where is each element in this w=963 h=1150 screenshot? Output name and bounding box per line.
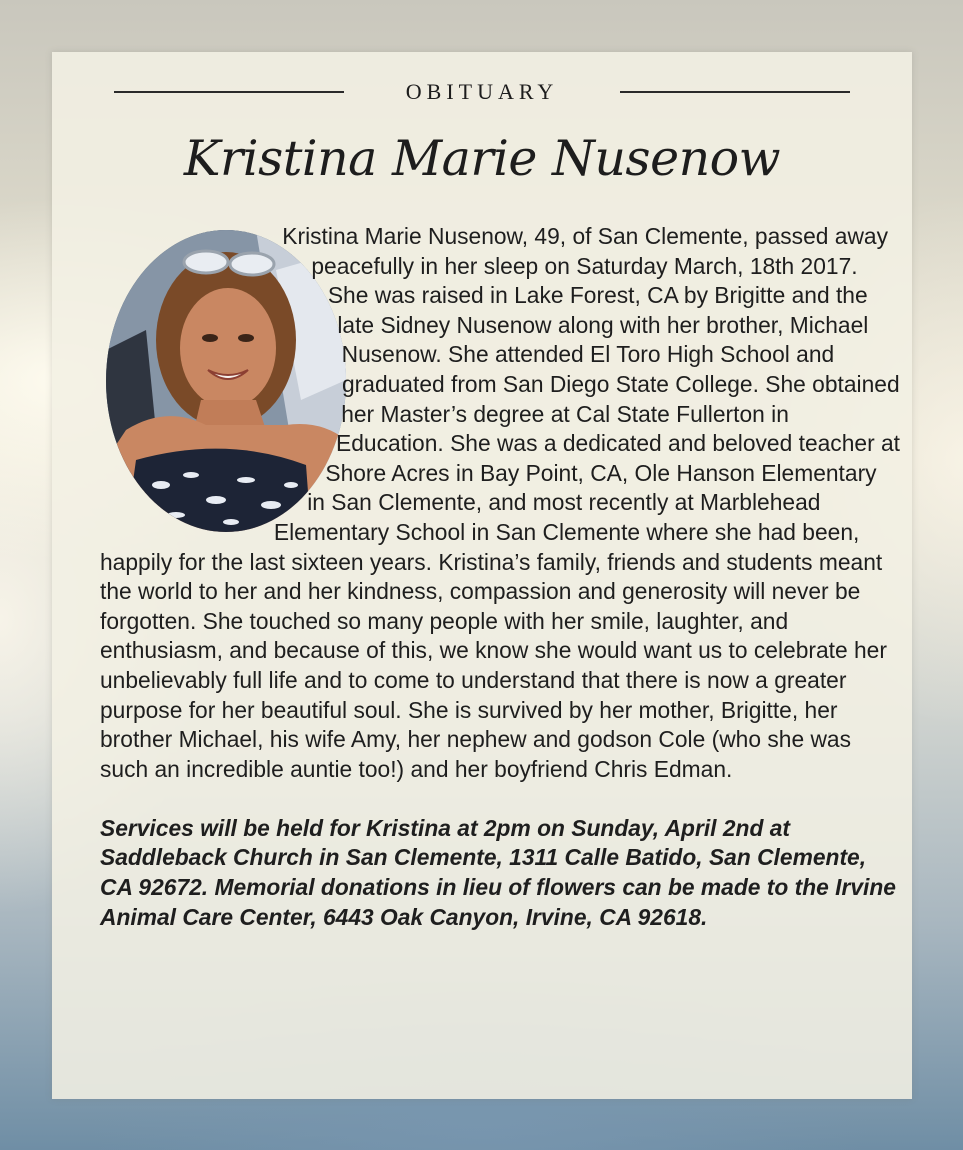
- services-paragraph: Services will be held for Kristina at 2pm on Sunday, April 2nd at Saddleback Church in San Clemente, 1311 Calle Batido, San Clemente, CA 92672. Memorial donations in lieu of flowers can be made to the Irvine Animal Care Center, 6443 Oak Canyon, Irvine, CA 92618.: [100, 814, 896, 930]
- kicker-label: OBITUARY: [405, 79, 559, 104]
- kicker-row: [114, 78, 850, 106]
- obituary-panel: [52, 52, 912, 1099]
- right-rule: [620, 91, 850, 93]
- left-rule: [114, 91, 344, 93]
- biography-paragraph: Kristina Marie Nusenow, 49, of San Clemente, passed away peacefully in her sleep on Saturday March, 18th 2017. She was raised in Lake Forest, CA by Brigitte and the late Sidney Nusenow along with her brother, Michael Nusenow. She attended El Toro High School and graduated from San Diego State College. She obtained her Master’s degree at Cal State Fullerton in Education. She was a dedicated and beloved teacher at Shore Acres in Bay Point, CA, Ole Hanson Elementary in San Clemente, and most recently at Marblehead Elementary School in San Clemente where she had been, happily for the last sixteen years. Kristina’s family, friends and students meant the world to her and her kindness, compassion and generosity will never be forgotten. She touched so many people with her smile, laughter, and enthusiasm, and because of this, we know she would want us to celebrate her unbelievably full life and to come to understand that there is now a greater purpose for her beautiful soul. She is survived by her mother, Brigitte, her brother Michael, his wife Amy, her nephew and godson Cole (who she was such an incredible auntie too!) and her boyfriend Chris Edman.: [100, 223, 901, 782]
- obituary-body: [100, 222, 900, 932]
- deceased-name: Kristina Marie Nusenow: [183, 130, 781, 187]
